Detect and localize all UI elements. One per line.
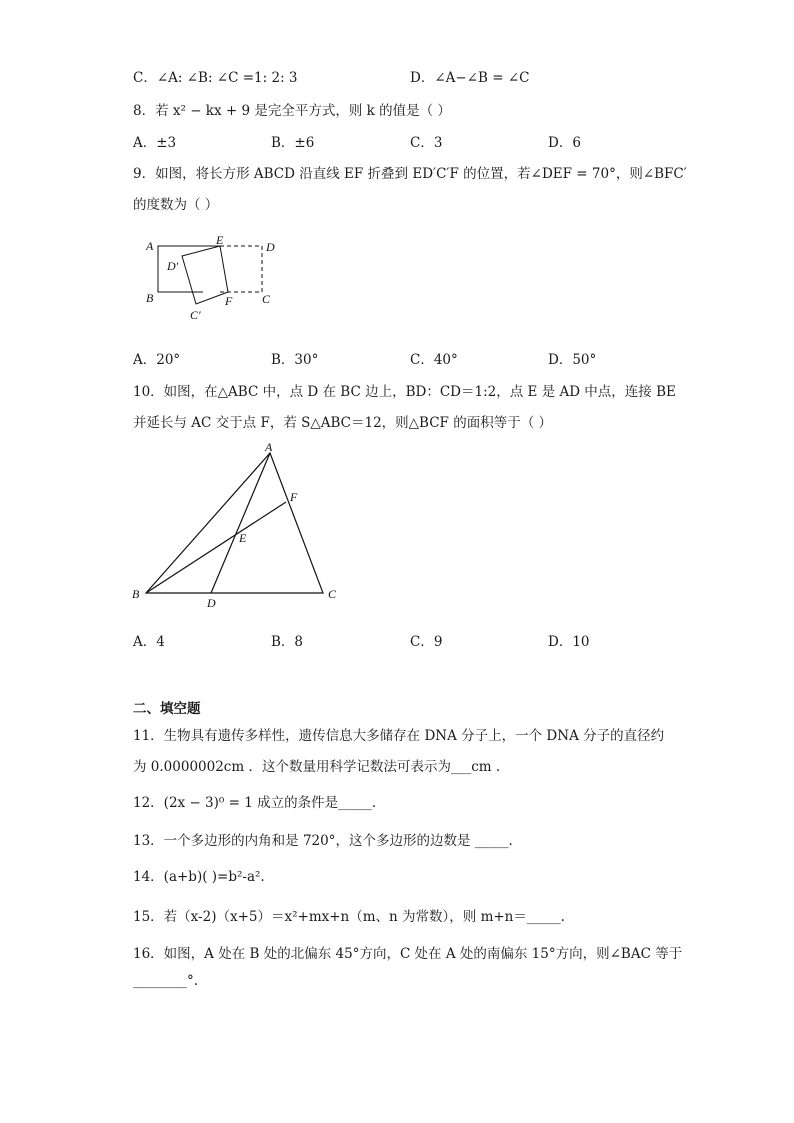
label-B: B (146, 291, 154, 305)
q8-option-d: D．6 (548, 135, 581, 151)
q9-stem-line1: 9．如图，将长方形 ABCD 沿直线 EF 折叠到 ED′C′F 的位置，若∠DEF = 70°，则∠BFC′ (133, 166, 687, 182)
q15-text: 15．若（x-2)（x+5）＝x²+mx+n（m、n 为常数），则 m+n＝_____. (133, 909, 565, 925)
label-F: F (290, 490, 298, 504)
q9-option-c: C．40° (410, 352, 458, 368)
q9-stem-line2: 的度数为（ ） (133, 197, 219, 213)
q8-stem: 8．若 x² − kx + 9 是完全平方式，则 k 的值是（ ） (133, 103, 451, 119)
q13-text: 13．一个多边形的内角和是 720°，这个多边形的边数是 _____. (133, 833, 513, 849)
q10-option-b: B．8 (271, 634, 304, 650)
q10-option-c: C．9 (410, 634, 443, 650)
q7-option-c: C．∠A: ∠B: ∠C =1: 2: 3 (133, 70, 298, 86)
q10-option-a: A．4 (133, 634, 165, 650)
section-fill-in-title: 二、填空题 (133, 701, 201, 717)
q7-option-d: D．∠A−∠B = ∠C (410, 70, 530, 86)
label-B: B (132, 587, 140, 601)
q8-option-a: A．±3 (133, 135, 177, 151)
q16-line2: ________°. (133, 973, 199, 989)
q14-text: 14．(a+b)( )=b²-a². (133, 869, 265, 885)
q8-option-c: C．3 (410, 135, 443, 151)
label-E: E (239, 531, 247, 545)
q9-option-b: B．30° (271, 352, 319, 368)
q10-stem-line2: 并延长与 AC 交于点 F，若 S△ABC＝12，则△BCF 的面积等于（ ） (133, 415, 553, 431)
q9-figure (140, 232, 290, 327)
q10-option-d: D．10 (548, 634, 590, 650)
q11-line2: 为 0.0000002cm ．这个数量用科学记数法可表示为___cm . (133, 759, 501, 775)
label-D: D (207, 596, 216, 610)
q10-figure (128, 440, 348, 615)
folded-quad (182, 246, 228, 304)
label-E: E (216, 233, 224, 247)
label-F: F (225, 294, 233, 308)
label-A: A (265, 440, 273, 454)
label-A: A (146, 239, 154, 253)
triangle-abc (146, 453, 323, 593)
segment-bf (146, 502, 286, 593)
label-C-prime: C′ (190, 308, 201, 322)
label-C: C (328, 587, 337, 601)
q16-line1: 16．如图，A 处在 B 处的北偏东 45°方向，C 处在 A 处的南偏东 15°方向，则∠BAC 等于 (133, 946, 683, 962)
label-D: D (266, 240, 275, 254)
segment-ad (211, 453, 270, 593)
q9-option-d: D．50° (548, 352, 597, 368)
label-D-prime: D′ (167, 259, 179, 273)
q9-option-a: A．20° (133, 352, 181, 368)
label-C: C (262, 292, 271, 306)
q11-line1: 11．生物具有遗传多样性，遗传信息大多储存在 DNA 分子上，一个 DNA 分子的直径约 (133, 728, 665, 744)
q12-text: 12．(2x − 3)⁰ = 1 成立的条件是_____. (133, 795, 377, 811)
q8-option-b: B．±6 (271, 135, 315, 151)
q10-stem-line1: 10．如图，在△ABC 中，点 D 在 BC 边上，BD：CD＝1:2，点 E 是 AD 中点，连接 BE (133, 384, 676, 400)
